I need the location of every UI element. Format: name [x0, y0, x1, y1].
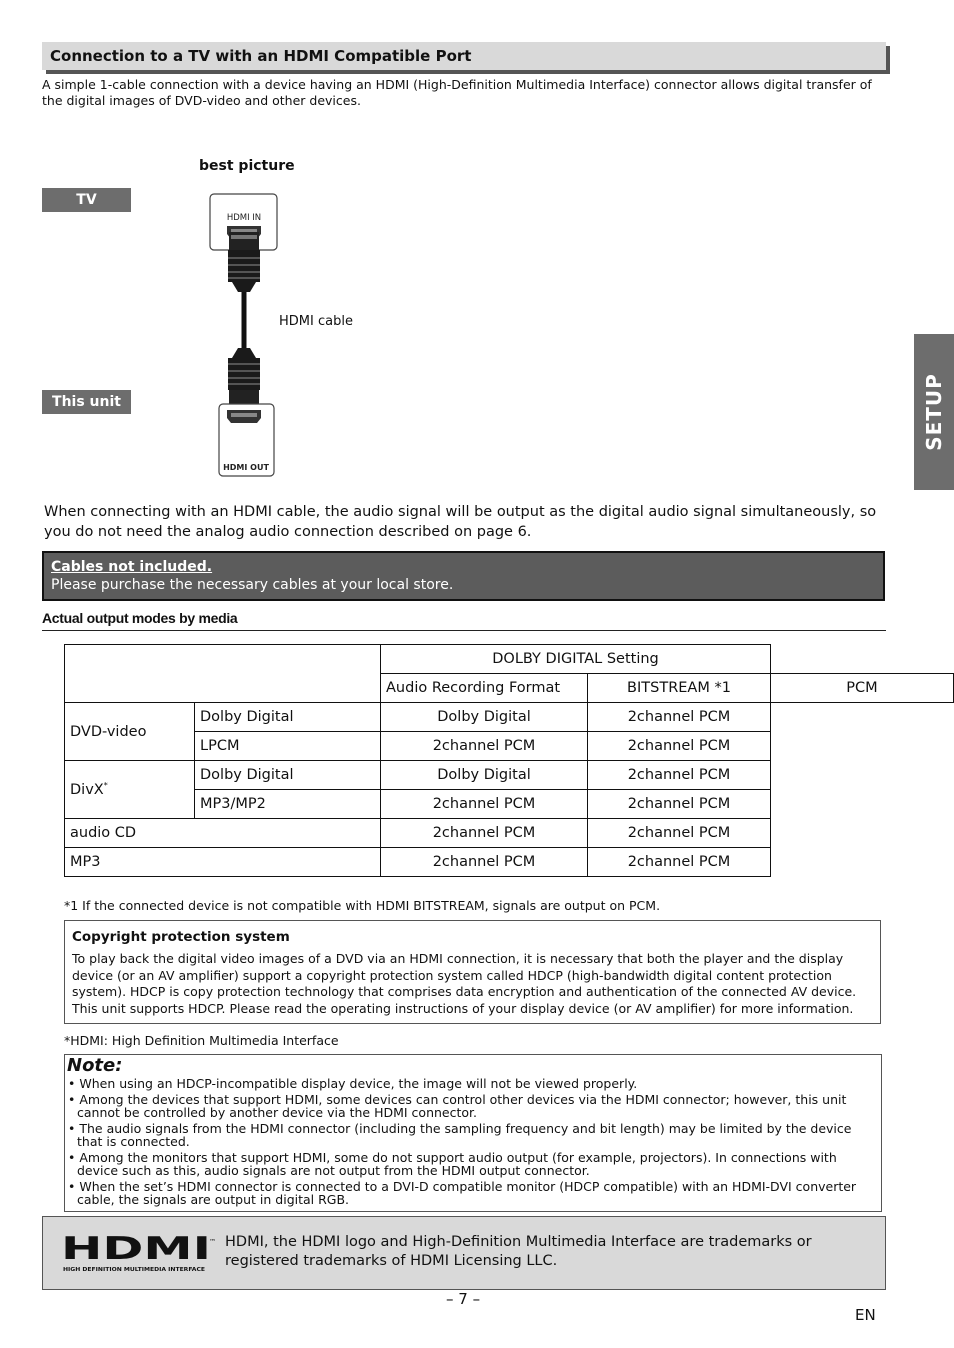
bitstream-cell: Dolby Digital — [381, 703, 588, 732]
language-label: EN — [855, 1306, 876, 1324]
pcm-cell: 2channel PCM — [588, 848, 771, 877]
pcm-cell: 2channel PCM — [588, 732, 771, 761]
media-divx — [65, 761, 195, 819]
best-picture-label: best picture — [199, 158, 295, 174]
setup-tab-label: SETUP — [922, 373, 946, 451]
note-box — [64, 1054, 882, 1212]
copyright-body-2: This unit supports HDCP. Please read the operating instructions of your display device (or AV amplifier) for more information. — [72, 1000, 854, 1016]
pcm-header: PCM — [771, 674, 954, 703]
hdmi-logo-tm: ™ — [209, 1238, 216, 1246]
page-number: – 7 – — [446, 1290, 481, 1308]
hdmi-footnote: *HDMI: High Definition Multimedia Interface — [64, 1033, 339, 1048]
bitstream-cell: 2channel PCM — [381, 848, 588, 877]
setup-side-tab — [914, 334, 954, 490]
table-row — [65, 819, 954, 848]
list-item: • When the set’s HDMI connector is connected to a DVI-D compatible monitor (HDCP compatible) with an HDMI-DVI converter cable, the signals are output in digital RGB. — [68, 1178, 857, 1207]
hdmi-connection-diagram — [200, 188, 290, 480]
audio-paragraph: When connecting with an HDMI cable, the audio signal will be output as the digital audio signal simultaneously, so you do not need the analog audio connection described on page 6. — [44, 504, 877, 540]
format-cell: LPCM — [195, 732, 381, 761]
cables-notice-box — [42, 551, 885, 601]
bitstream-footnote: *1 If the connected device is not compatible with HDMI BITSTREAM, signals are output on PCM. — [64, 898, 661, 913]
bitstream-cell: 2channel PCM — [381, 790, 588, 819]
copyright-title: Copyright protection system — [72, 929, 290, 945]
hdmi-cable-label: HDMI cable — [279, 314, 353, 329]
list-item: • Among the monitors that support HDMI, some do not support audio output (for example, projectors). In connections with device such as this, audio signals are not output from the HDMI output connector. — [68, 1149, 837, 1178]
hdmi-logo-subtitle: HIGH DEFINITION MULTIMEDIA INTERFACE — [63, 1267, 206, 1273]
tv-label: TV — [42, 188, 131, 212]
bottom-plug-icon — [228, 358, 260, 390]
list-item: • The audio signals from the HDMI connector (including the sampling frequency and bit length) may be limited by the device that is connected. — [68, 1120, 852, 1149]
hdmi-logo-text: HDMI — [61, 1235, 211, 1267]
intro-text: A simple 1-cable connection with a device having an HDMI (High-Definition Multimedia Interface) connector allows digital transfer of the digital images of DVD-video and other devices. — [42, 77, 872, 108]
hdmi-out-label: HDMI OUT — [223, 463, 269, 472]
format-cell: audio CD — [65, 819, 381, 848]
pcm-cell: 2channel PCM — [588, 790, 771, 819]
trademark-box — [42, 1216, 886, 1290]
pcm-cell: 2channel PCM — [588, 761, 771, 790]
cables-notice-title: Cables not included. — [51, 559, 213, 575]
hdmi-in-label: HDMI IN — [226, 213, 262, 223]
trademark-text: HDMI, the HDMI logo and High-Definition Multimedia Interface are trademarks or registered trademarks of HDMI Licensing LLC. — [225, 1234, 812, 1269]
bitstream-header: BITSTREAM *1 — [588, 674, 771, 703]
section-header — [42, 42, 886, 70]
table-row — [65, 790, 954, 819]
section-title: Connection to a TV with an HDMI Compatible Port — [50, 47, 472, 65]
format-cell: MP3 — [65, 848, 381, 877]
bitstream-cell: 2channel PCM — [381, 819, 588, 848]
output-modes-table — [64, 644, 954, 877]
this-unit-label: This unit — [42, 390, 131, 414]
table-row — [65, 732, 954, 761]
list-item: • Among the devices that support HDMI, some devices can control other devices via the HDMI connector; however, this unit cannot be controlled by another device via the HDMI connector. — [68, 1091, 847, 1120]
table-row — [65, 703, 954, 732]
copyright-box — [64, 920, 881, 1024]
table-empty-corner — [65, 645, 381, 703]
bitstream-cell: 2channel PCM — [381, 732, 588, 761]
note-title: Note: — [67, 1055, 123, 1076]
divx-label: DivX — [70, 781, 104, 798]
copyright-body-1: To play back the digital video images of a DVD via an HDMI connection, it is necessary that both the player and the display device (or an AV amplifier) support a copyright protection system called HDCP (high-bandwidth digital content protection system). HDCP is copy protection technology that comprises data encryption and authentication of the connected AV device. — [72, 951, 857, 999]
list-item: • When using an HDCP-incompatible display device, the image will not be viewed properly. — [68, 1076, 638, 1091]
pcm-cell: 2channel PCM — [588, 703, 771, 732]
format-cell: Dolby Digital — [195, 761, 381, 790]
top-plug-head-icon — [229, 232, 259, 250]
pcm-cell: 2channel PCM — [588, 819, 771, 848]
format-header: Audio Recording Format — [381, 674, 588, 703]
format-cell: Dolby Digital — [195, 703, 381, 732]
output-modes-heading: Actual output modes by media — [42, 610, 886, 631]
note-list — [68, 1077, 874, 1209]
format-cell: MP3/MP2 — [195, 790, 381, 819]
copyright-body — [72, 951, 872, 1017]
media-dvd-video: DVD-video — [65, 703, 195, 761]
divx-mark: * — [103, 781, 108, 791]
cables-notice-body: Please purchase the necessary cables at your local store. — [51, 577, 454, 593]
bitstream-cell: Dolby Digital — [381, 761, 588, 790]
table-row — [65, 848, 954, 877]
table-row — [65, 761, 954, 790]
dolby-setting-header: DOLBY DIGITAL Setting — [381, 645, 771, 674]
hdmi-logo — [61, 1235, 221, 1275]
